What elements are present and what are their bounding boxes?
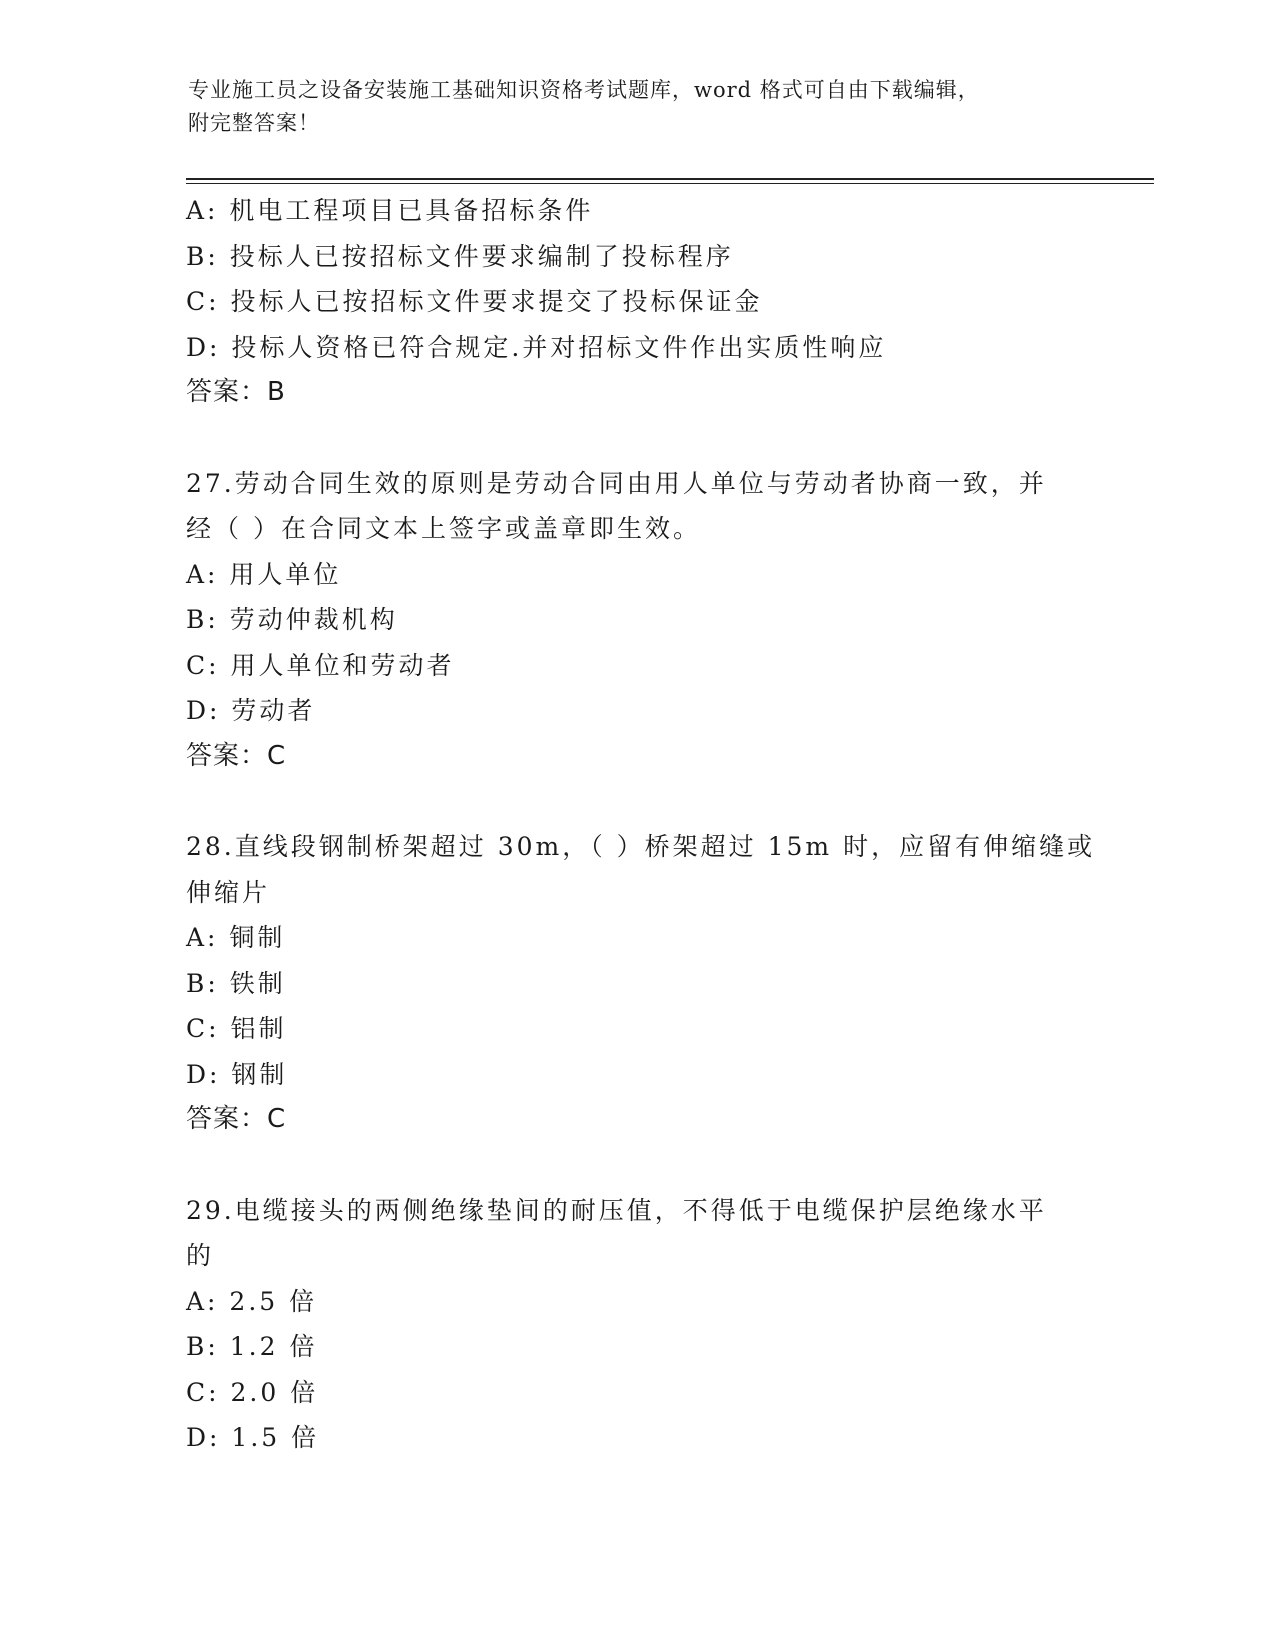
option-a: A: 机电工程项目已具备招标条件 [186, 196, 594, 225]
question-28 [186, 824, 1096, 1143]
option-c: C: 2.0 倍 [186, 1377, 319, 1407]
spacer [186, 416, 1086, 461]
spacer [186, 1143, 1086, 1188]
question-26 [186, 188, 1086, 416]
answer: 答案：C [186, 740, 287, 771]
option-c: C: 铝制 [186, 1014, 287, 1043]
question-list [186, 188, 1096, 1461]
option-b: B: 投标人已按招标文件要求编制了投标程序 [186, 241, 734, 271]
option-b: B: 1.2 倍 [186, 1332, 318, 1361]
answer: 答案：B [186, 377, 286, 407]
option-d: D: 1.5 倍 [186, 1423, 320, 1452]
document-header [188, 74, 1068, 140]
header-line-2: 附完整答案！ [188, 111, 320, 135]
question-stem-line-1: 28.直线段钢制桥架超过 30m，（ ）桥架超过 15m 时，应留有伸缩缝或 [186, 832, 1096, 861]
option-d: D: 劳动者 [186, 696, 316, 725]
spacer [186, 779, 1086, 824]
option-a: A: 铜制 [186, 923, 286, 952]
question-29 [186, 1188, 1086, 1461]
option-c: C: 用人单位和劳动者 [186, 650, 455, 680]
option-a: A: 2.5 倍 [186, 1286, 318, 1316]
question-27 [186, 461, 1086, 780]
question-stem-line-1: 29.电缆接头的两侧绝缘垫间的耐压值，不得低于电缆保护层绝缘水平 [186, 1195, 1047, 1225]
answer: 答案：C [186, 1104, 287, 1134]
question-stem-line-2: 的 [186, 1241, 215, 1270]
header-divider-thin [186, 183, 1154, 184]
header-divider-thick [186, 178, 1154, 180]
question-stem-line-2: 伸缩片 [186, 877, 271, 907]
header-line-1: 专业施工员之设备安装施工基础知识资格考试题库，word 格式可自由下载编辑， [188, 78, 980, 102]
option-b: B: 铁制 [186, 968, 286, 998]
option-d: D: 钢制 [186, 1059, 288, 1089]
question-stem-line-1: 27.劳动合同生效的原则是劳动合同由用人单位与劳动者协商一致，并 [186, 468, 1047, 498]
option-b: B: 劳动仲裁机构 [186, 605, 398, 634]
question-stem-line-2: 经（ ）在合同文本上签字或盖章即生效。 [186, 514, 701, 543]
option-c: C: 投标人已按招标文件要求提交了投标保证金 [186, 287, 763, 316]
option-d: D: 投标人资格已符合规定.并对招标文件作出实质性响应 [186, 332, 887, 362]
option-a: A: 用人单位 [186, 559, 342, 589]
